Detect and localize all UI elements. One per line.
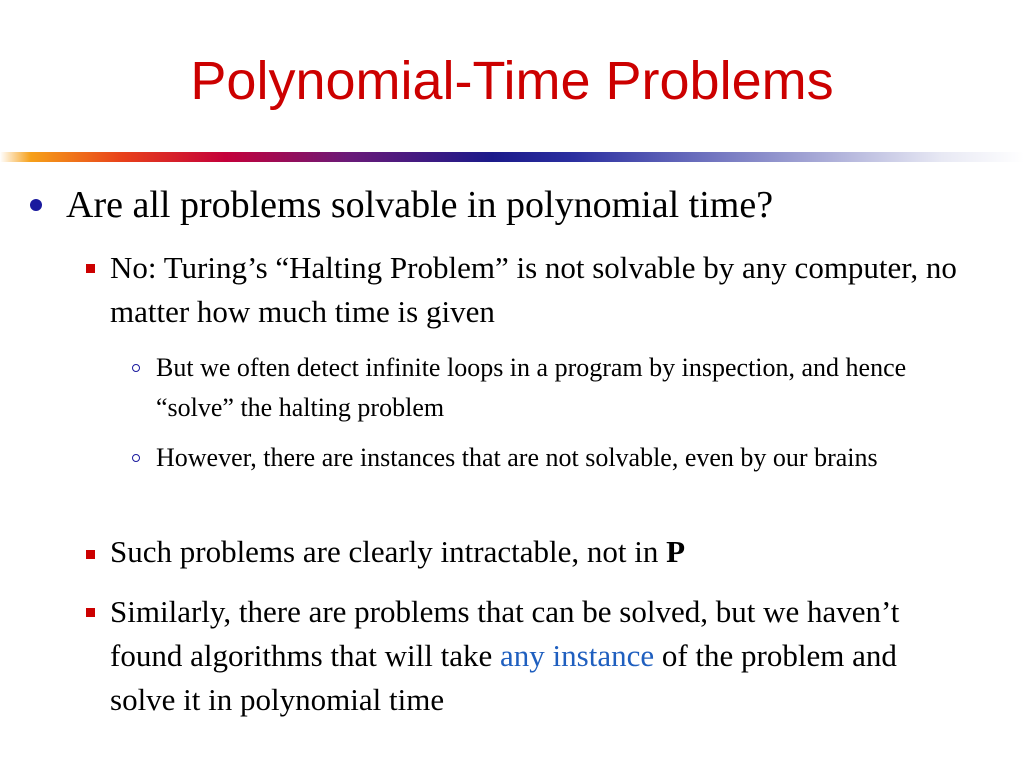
bullet-question: Are all problems solvable in polynomial time? [66,184,774,226]
bullet-dot-icon [30,199,42,211]
bullet-instances: However, there are instances that are not solvable, even by our brains [156,443,878,472]
bullet-square-icon [86,264,95,273]
bullet-square-icon [86,608,95,617]
bullet-halting: No: Turing’s “Halting Problem” is not solvable by any computer, no matter how much time is given [110,250,957,329]
bullet-square-icon [86,550,95,559]
bullet-similarly [110,590,960,722]
bullet-circle-icon [132,364,140,372]
any-instance-highlight: any instance [500,638,655,673]
bullet-intractable [110,530,1000,574]
slide-title: Polynomial-Time Problems [190,51,834,111]
bullet-inspection: But we often detect infinite loops in a program by inspection, and hence “solve” the halting problem [156,353,907,422]
class-p-label: P [666,534,686,569]
similarly-text: Similarly, there are problems that can be solved, but we haven’t found algorithms that will take [110,594,900,673]
title-divider [0,152,1024,162]
bullet-circle-icon [132,454,140,462]
intractable-text: Such problems are clearly intractable, not in [110,534,667,569]
similarly-suffix: of the problem and solve it in polynomial time [110,638,897,717]
